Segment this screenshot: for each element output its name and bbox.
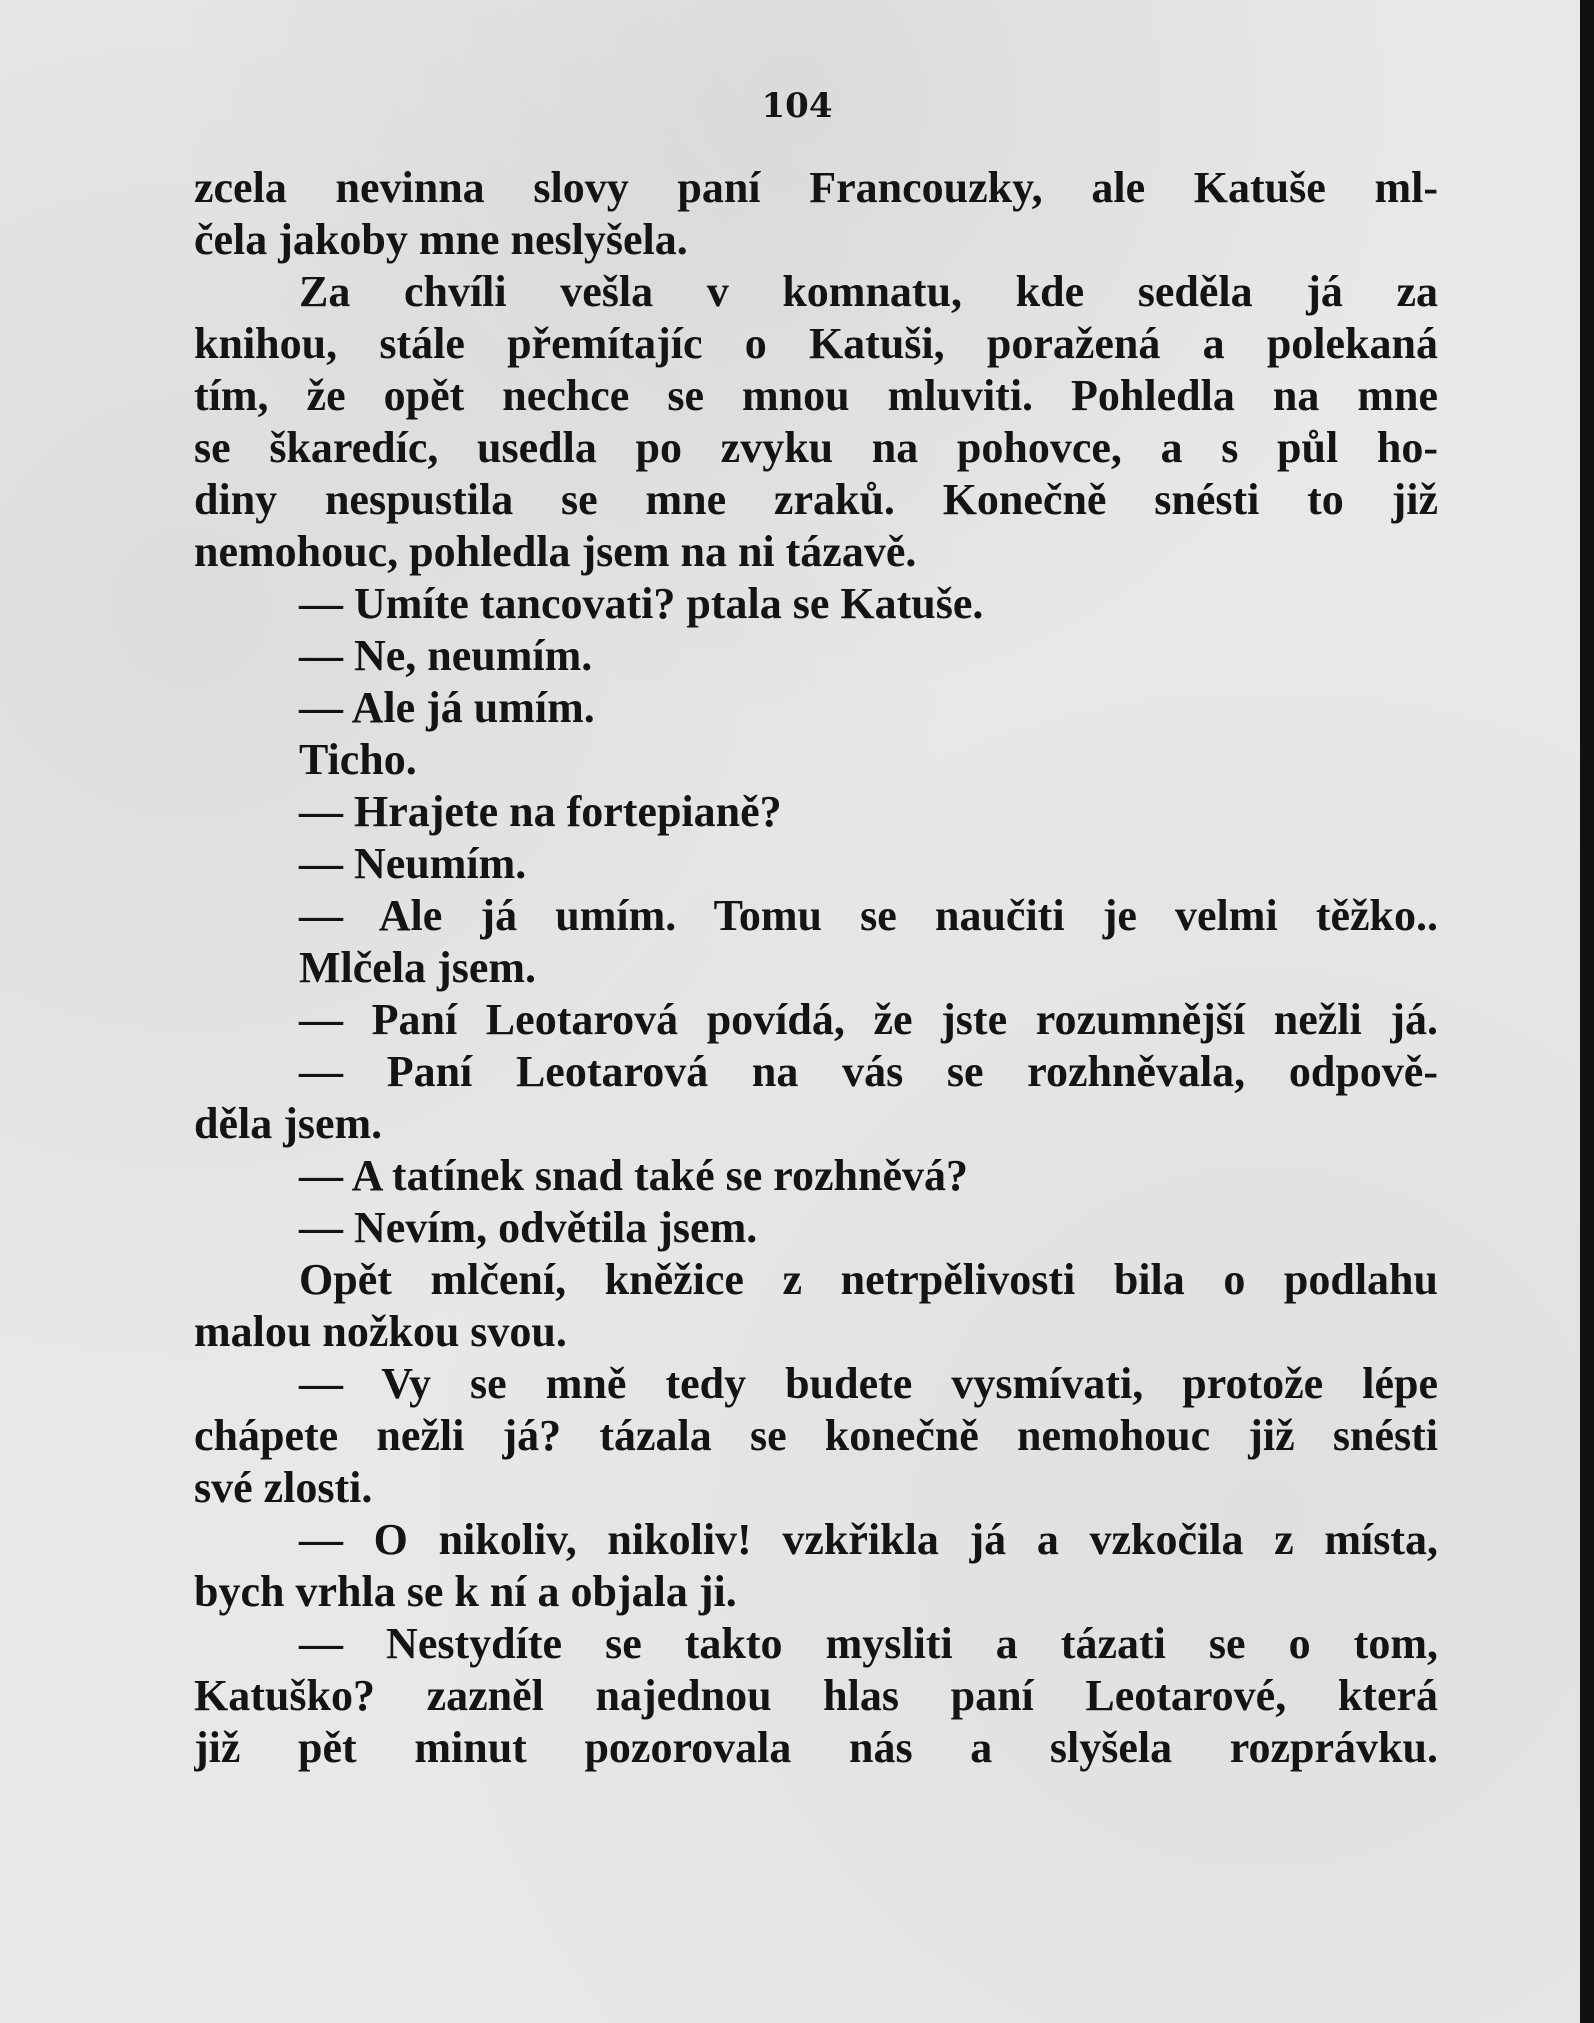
text-line: své zlosti. [194,1463,373,1512]
text-line: čela jakoby mne neslyšela. [194,215,688,264]
text-line: — Ne, neumím. [299,631,593,680]
text-line: Opět mlčení, kněžice z netrpělivosti bila o podlahu [299,1255,1438,1304]
text-line: — Ale já umím. [299,683,595,732]
text-line: zcela nevinna slovy paní Francouzky, ale Katuše ml- [194,163,1438,212]
text-line: — O nikoliv, nikoliv! vzkřikla já a vzkočila z místa, [299,1515,1438,1564]
text-line: knihou, stále přemítajíc o Katuši, poražená a polekaná [194,319,1438,368]
text-line: tím, že opět nechce se mnou mluviti. Pohledla na mne [194,371,1438,420]
text-line: — Paní Leotarová na vás se rozhněvala, odpově- [299,1047,1438,1096]
text-line: — Umíte tancovati? ptala se Katuše. [299,579,984,628]
page-edge-shadow [1580,0,1594,2023]
text-line: Mlčela jsem. [299,943,536,992]
text-line: — Paní Leotarová povídá, že jste rozumnější nežli já. [299,995,1438,1044]
text-line: děla jsem. [194,1099,383,1148]
text-line: již pět minut pozorovala nás a slyšela rozprávku. [194,1723,1438,1772]
text-line: Za chvíli vešla v komnatu, kde seděla já za [299,267,1438,316]
text-line: — Vy se mně tedy budete vysmívati, protože lépe [299,1359,1438,1408]
text-line: — Neumím. [299,839,527,888]
text-line: — A tatínek snad také se rozhněvá? [299,1151,969,1200]
text-line: Ticho. [299,735,417,784]
text-line: malou nožkou svou. [194,1307,567,1356]
text-line: bych vrhla se k ní a objala ji. [194,1567,737,1616]
text-line: Katuško? zazněl najednou hlas paní Leotarové, která [194,1671,1438,1720]
text-line: chápete nežli já? tázala se konečně nemohouc již snésti [194,1411,1438,1460]
page-text [194,162,1438,1774]
text-line: — Ale já umím. Tomu se naučiti je velmi těžko.. [299,891,1438,940]
text-line: — Nevím, odvětila jsem. [299,1203,758,1252]
text-line: nemohouc, pohledla jsem na ni tázavě. [194,527,917,576]
text-line: — Nestydíte se takto mysliti a tázati se o tom, [299,1619,1438,1668]
page-number: 104 [761,86,833,126]
text-line: — Hrajete na fortepianě? [299,787,782,836]
text-line: diny nespustila se mne zraků. Konečně snésti to již [194,475,1438,524]
text-line: se škaredíc, usedla po zvyku na pohovce, a s půl ho- [194,423,1438,472]
